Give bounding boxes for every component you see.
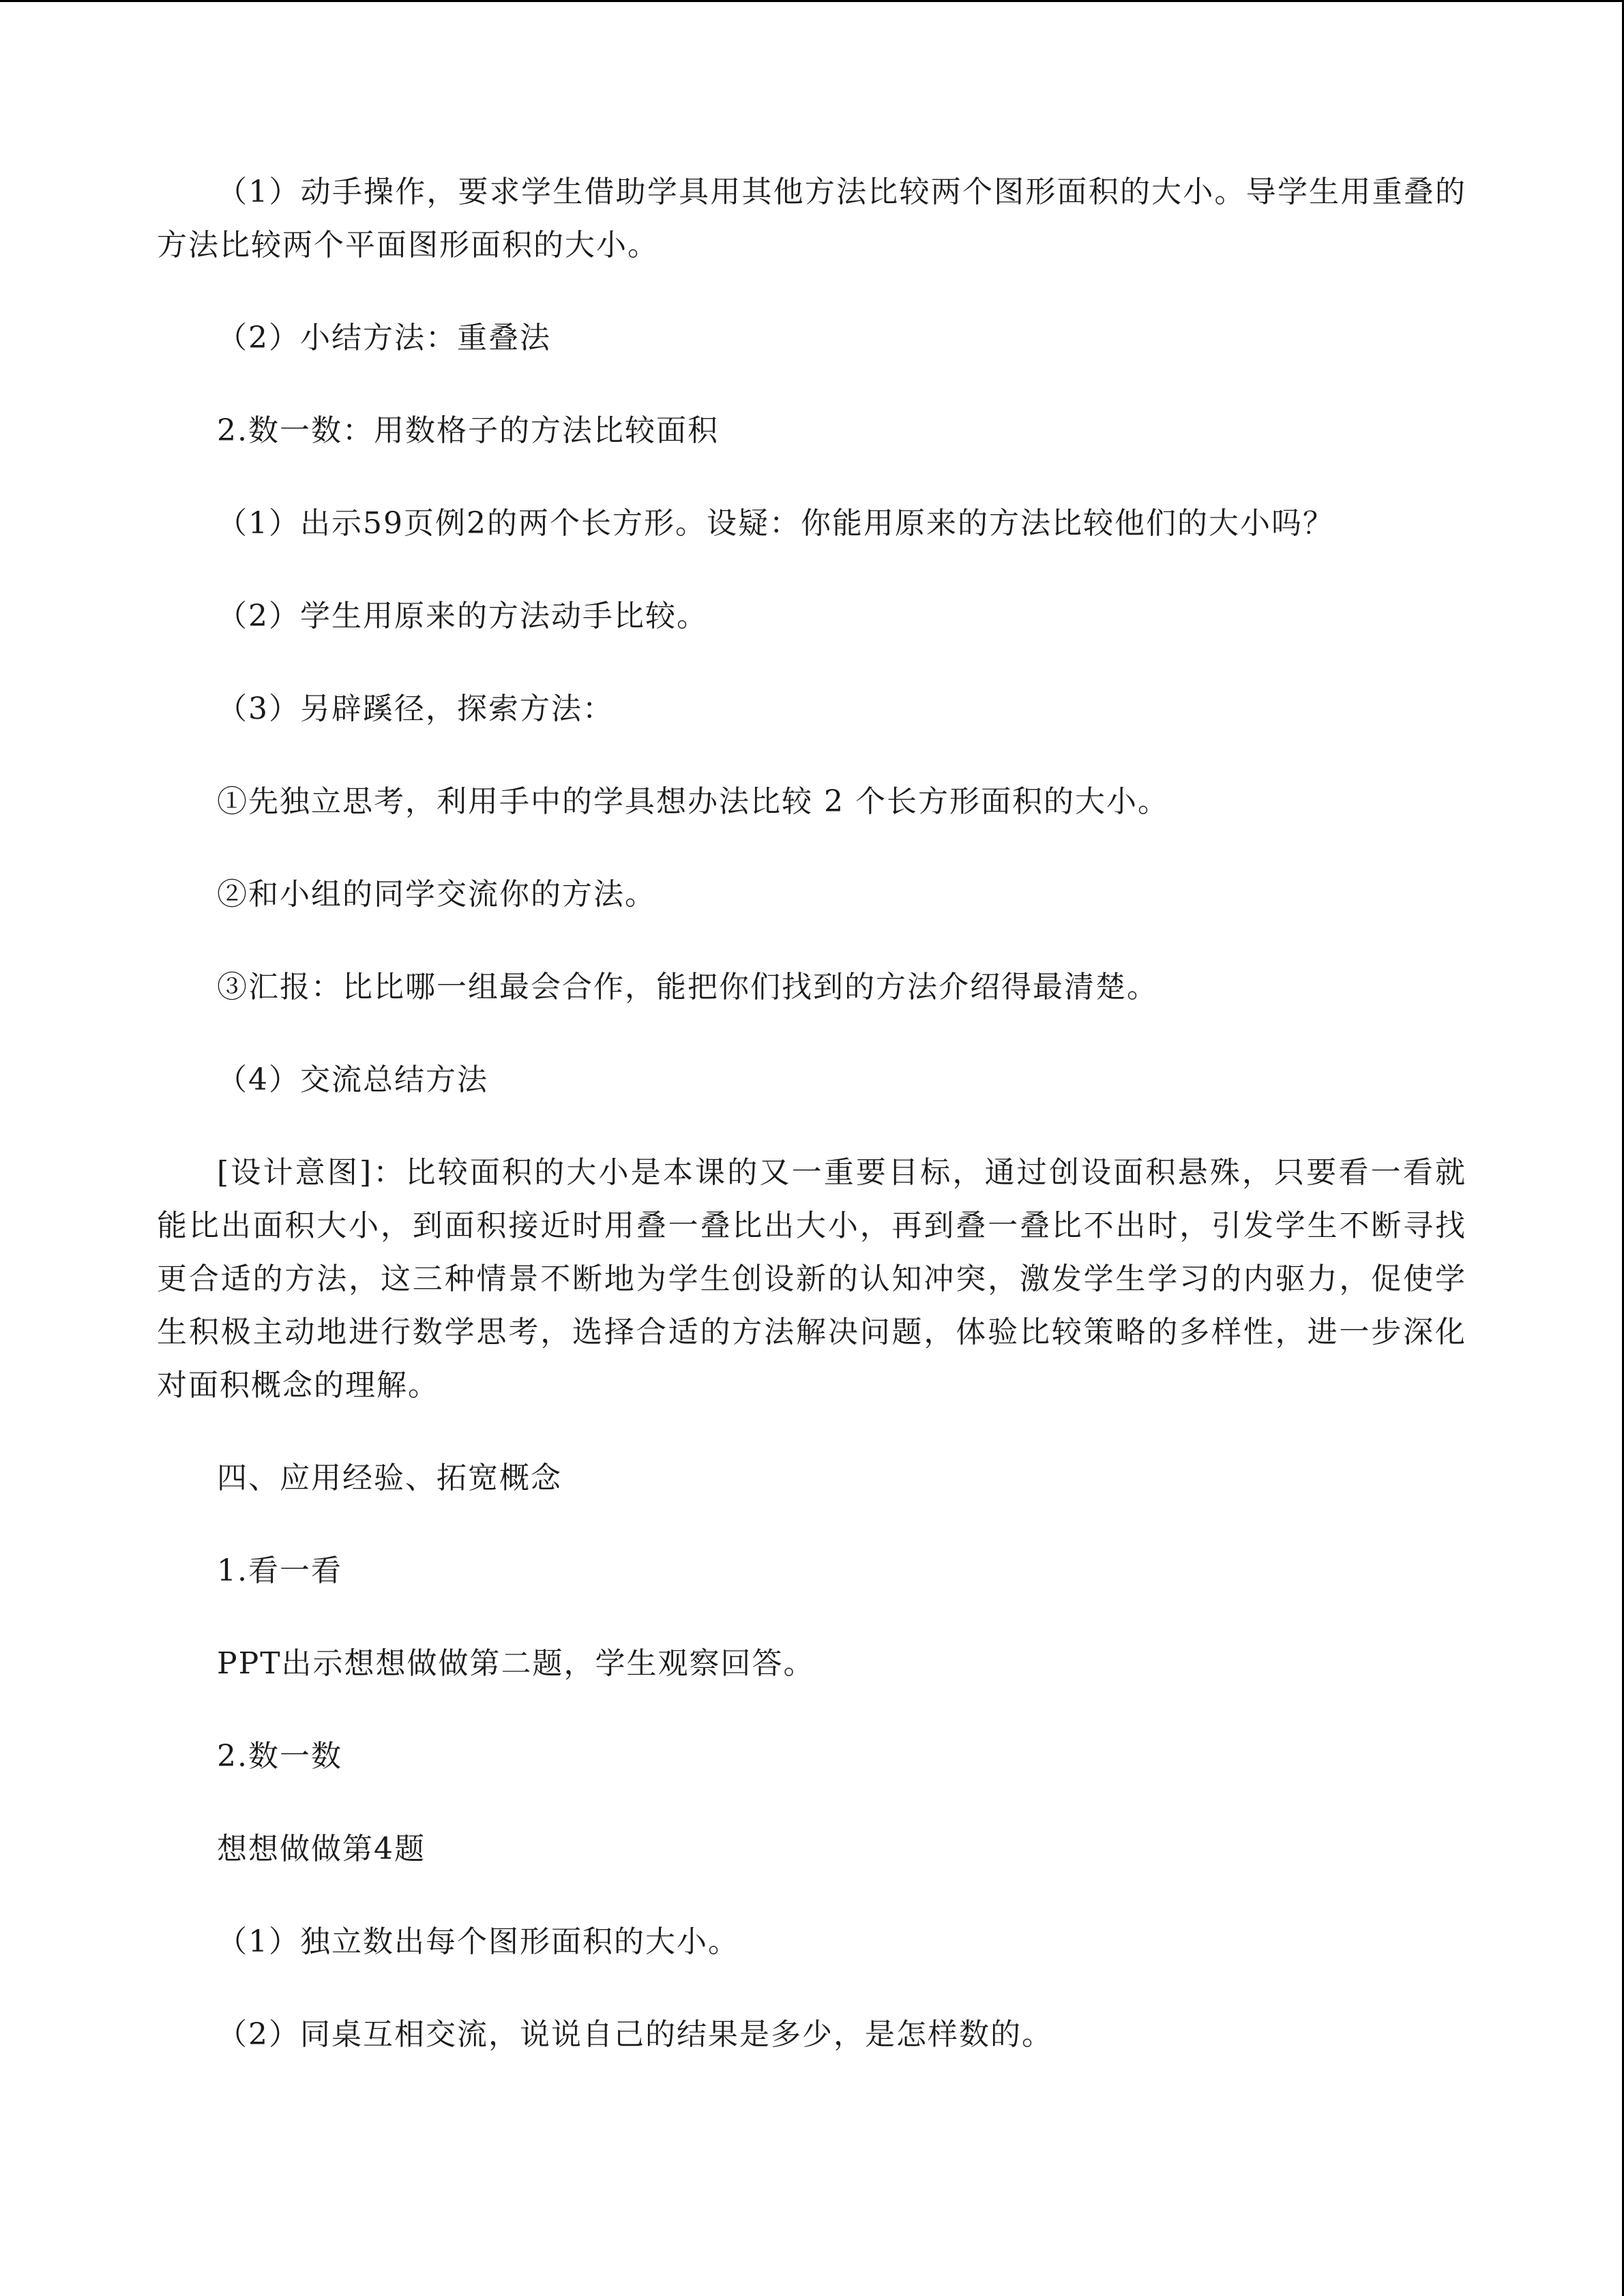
paragraph: ③汇报：比比哪一组最会合作，能把你们找到的方法介绍得最清楚。 [217, 970, 1158, 1004]
paragraph: [设计意图]：比较面积的大小是本课的又一重要目标，通过创设面积悬殊，只要看一看就能比出面积大小，到面积接近时用叠一叠比出大小，再到叠一叠比不出时，引发学生不断寻找更合适的方法，这三种情景不断地为学生创设新的认知冲突，激发学生学习的内驱力，促使学生积极主动地进行数学思考，选择合适的方法解决问题，体验比较策略的多样性，进一步深化对面积概念的理解。 [157, 1155, 1466, 1403]
paragraph: ①先独立思考，利用手中的学具想办法比较 2 个长方形面积的大小。 [217, 784, 1169, 819]
paragraph: （2）同桌互相交流，说说自己的结果是多少，是怎样数的。 [217, 2017, 1053, 2052]
paragraph: （1）出示59页例2的两个长方形。设疑：你能用原来的方法比较他们的大小吗？ [217, 506, 1334, 541]
paragraph: 2.数一数：用数格子的方法比较面积 [217, 413, 719, 448]
document-body [157, 166, 1466, 2101]
paragraph: （1）独立数出每个图形面积的大小。 [217, 1924, 739, 1959]
paragraph: ②和小组的同学交流你的方法。 [217, 877, 656, 912]
paragraph: （2）小结方法：重叠法 [217, 320, 551, 355]
paragraph: （3）另辟蹊径，探索方法： [217, 691, 614, 726]
paragraph: 想想做做第4题 [217, 1832, 426, 1866]
paragraph: （2）学生用原来的方法动手比较。 [217, 599, 708, 633]
paragraph: PPT出示想想做做第二题，学生观察回答。 [217, 1646, 815, 1681]
paragraph: 四、应用经验、拓宽概念 [217, 1461, 562, 1495]
paragraph: 2.数一数 [217, 1739, 342, 1774]
paragraph: （4）交流总结方法 [217, 1062, 488, 1097]
paragraph: 1.看一看 [217, 1553, 342, 1588]
paragraph: （1）动手操作，要求学生借助学具用其他方法比较两个图形面积的大小。导学生用重叠的方法比较两个平面图形面积的大小。 [157, 175, 1466, 263]
